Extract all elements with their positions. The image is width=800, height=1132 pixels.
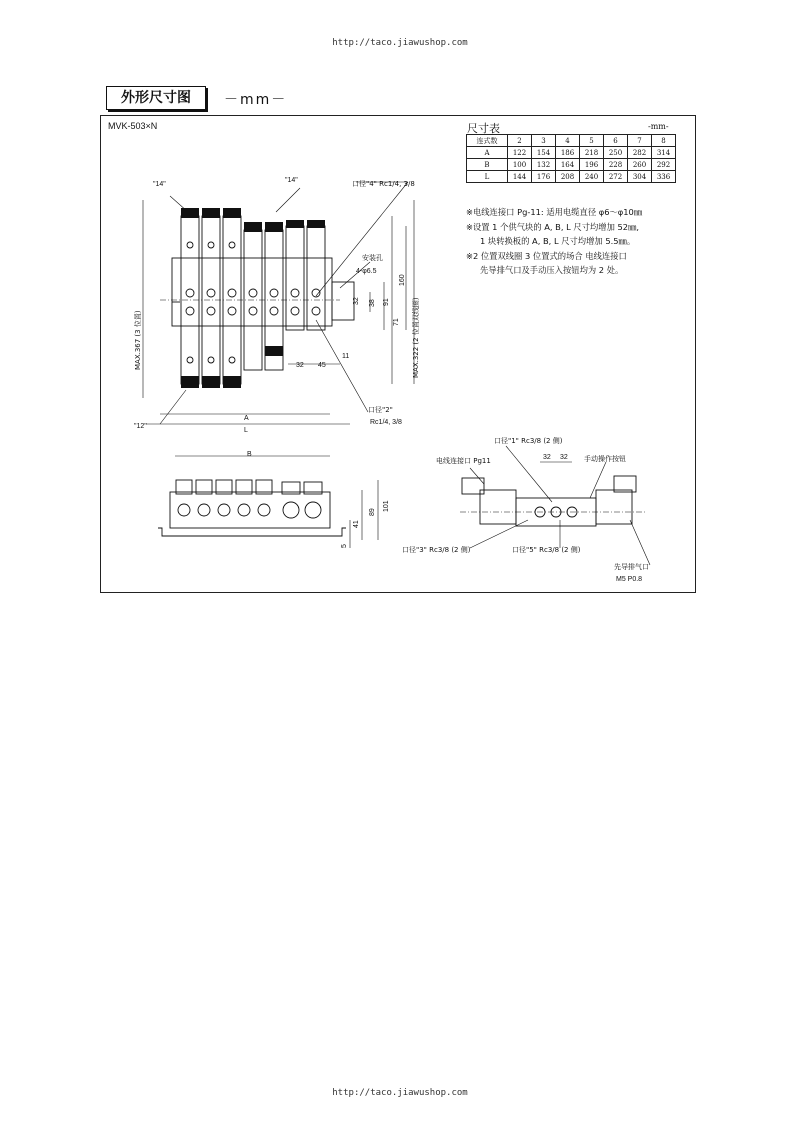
front-view xyxy=(158,456,378,548)
port2-label: 口径"2" xyxy=(368,406,393,414)
table-cell: 5 xyxy=(580,135,604,147)
dim-a: A xyxy=(244,415,249,422)
dim-l: L xyxy=(244,427,248,434)
table-cell: B xyxy=(467,159,508,171)
manual-button-label: 手动操作按钮 xyxy=(584,455,626,463)
table-cell: 8 xyxy=(652,135,676,147)
table-cell: 240 xyxy=(580,171,604,183)
table-title: 尺寸表 xyxy=(467,122,500,135)
note-line: ※2 位置双线圈 3 位置式的场合 电线连接口 xyxy=(466,250,627,261)
dim-45: 45 xyxy=(318,362,326,369)
dim-11: 11 xyxy=(342,353,350,360)
table-cell: 304 xyxy=(628,171,652,183)
section-title: 外形尺寸图 xyxy=(106,86,206,110)
table-cell: 4 xyxy=(556,135,580,147)
table-cell: 196 xyxy=(580,159,604,171)
unit-label: －mm－ xyxy=(224,92,288,108)
table-cell: 314 xyxy=(652,147,676,159)
note-line: 1 块转换板的 A, B, L 尺寸均增加 5.5㎜。 xyxy=(480,236,636,246)
max367-label: MAX.367 (3 位置) xyxy=(134,310,142,370)
dim-32d: 32 xyxy=(560,454,568,461)
table-cell: 228 xyxy=(604,159,628,171)
dim-89: 89 xyxy=(369,508,376,516)
table-cell: 6 xyxy=(604,135,628,147)
port3-label: 口径"3" Rc3/8 (2 侧) xyxy=(402,546,471,554)
table-cell: 186 xyxy=(556,147,580,159)
pilot-exhaust-size: M5 P0.8 xyxy=(616,576,643,583)
table-cell: 132 xyxy=(532,159,556,171)
mount-hole-size: 4-φ6.5 xyxy=(356,268,377,275)
manifold-base xyxy=(172,258,332,326)
table-cell: 3 xyxy=(532,135,556,147)
table-cell: 100 xyxy=(508,159,532,171)
dim-32: 32 xyxy=(353,297,360,305)
table-cell: 连式数 xyxy=(467,135,508,147)
table-cell: 144 xyxy=(508,171,532,183)
dim-32c: 32 xyxy=(543,454,551,461)
table-unit: -mm- xyxy=(648,122,669,131)
max322-label: MAX.322 (2 位置双线圈) xyxy=(412,297,420,378)
port14-right-label: "14" xyxy=(285,177,298,184)
table-cell: 164 xyxy=(556,159,580,171)
cable-port-label: 电线连接口 Pg11 xyxy=(436,457,491,465)
table-cell: 218 xyxy=(580,147,604,159)
table-cell: 7 xyxy=(628,135,652,147)
note-line: ※电线连接口 Pg-11: 适用电缆直径 φ6～φ10㎜ xyxy=(466,207,643,217)
note-line: ※设置 1 个供气块的 A, B, L 尺寸均增加 52㎜, xyxy=(466,221,640,232)
port4-label: 口径"4" Rc1/4, 3/8 xyxy=(352,180,415,188)
table-cell: 2 xyxy=(508,135,532,147)
table-cell: 250 xyxy=(604,147,628,159)
table-cell: L xyxy=(467,171,508,183)
port14-left-label: "14" xyxy=(153,181,166,188)
footer-url: http://taco.jiawushop.com xyxy=(332,1088,468,1098)
dim-b: B xyxy=(247,451,252,458)
dim-71: 71 xyxy=(393,318,400,326)
table-cell: A xyxy=(467,147,508,159)
port2-size: Rc1/4, 3/8 xyxy=(370,419,402,426)
table-cell: 122 xyxy=(508,147,532,159)
table-cell: 282 xyxy=(628,147,652,159)
port5-label: 口径"5" Rc3/8 (2 侧) xyxy=(512,546,581,554)
pilot-exhaust-label: 先导排气口 xyxy=(614,563,649,571)
port12-label: "12" xyxy=(134,423,147,430)
port-holes xyxy=(186,242,320,363)
table-cell: 208 xyxy=(556,171,580,183)
note-line: 先导排气口及手动压入按钮均为 2 处。 xyxy=(480,265,624,275)
dim-101: 101 xyxy=(383,500,390,512)
dim-5: 5 xyxy=(341,544,348,548)
table-cell: 292 xyxy=(652,159,676,171)
mount-hole-label: 安装孔 xyxy=(362,254,383,262)
table-cell: 336 xyxy=(652,171,676,183)
dim-41: 41 xyxy=(353,520,360,528)
table-cell: 260 xyxy=(628,159,652,171)
dim-160: 160 xyxy=(399,274,406,286)
port1-label: 口径"1" Rc3/8 (2 侧) xyxy=(494,437,563,445)
model-label: MVK-503×N xyxy=(108,121,158,131)
table-cell: 154 xyxy=(532,147,556,159)
header-url: http://taco.jiawushop.com xyxy=(332,38,468,48)
table-cell: 176 xyxy=(532,171,556,183)
table-cell: 272 xyxy=(604,171,628,183)
dim-38: 38 xyxy=(369,299,376,307)
dim-91: 91 xyxy=(383,298,390,306)
dim-32b: 32 xyxy=(296,362,304,369)
